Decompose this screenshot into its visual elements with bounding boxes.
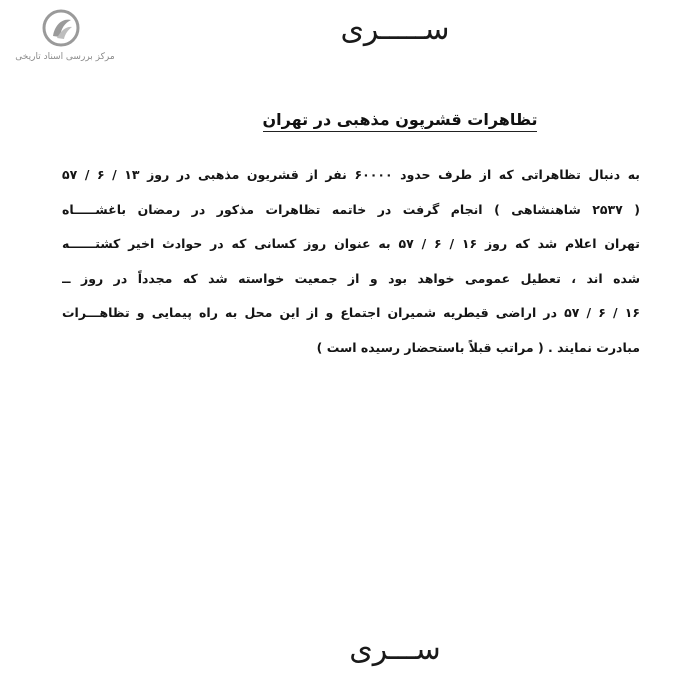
archive-watermark-text: مرکز بررسی اسناد تاریخی	[15, 52, 115, 62]
classification-stamp-bottom: ســـری	[349, 632, 441, 667]
document-title	[250, 110, 550, 129]
archive-watermark	[6, 8, 124, 72]
body-line: شده اند ، تعطیل عمومی خواهد بود و از جمعیت خواسته شد که مجدداً در روز ــ	[62, 270, 640, 286]
body-line: تهران اعلام شد که روز ۱۶ / ۶ / ۵۷ به عنوان روز کسانی که در حوادث اخیر کشتــــــه	[62, 236, 640, 251]
body-line: مبادرت نمایند . ( مراتب قبلاً باستحضار رسیده است )	[316, 339, 640, 355]
document-title-text: تظاهرات قشرپون مذهبی در تهران	[263, 110, 538, 132]
body-line: ( ۲۵۳۷ شاهنشاهی ) انجام گرفت در خاتمه تظاهرات مذکور در رمضان باغشـــــاه	[62, 201, 640, 217]
archive-center-logo-icon	[41, 8, 81, 48]
body-line: ۱۶ / ۶ / ۵۷ در اراضی قیطریه شمیران اجتماع و از این محل به راه پیمایی و تظاهـــرات	[62, 305, 640, 320]
classification-stamp-top: ســـــری	[340, 12, 450, 47]
body-line: به دنبال تظاهراتی که از طرف حدود ۶۰۰۰۰ نفر از قشریون مذهبی در روز ۱۳ / ۶ / ۵۷	[62, 167, 640, 182]
document-body	[62, 158, 640, 365]
